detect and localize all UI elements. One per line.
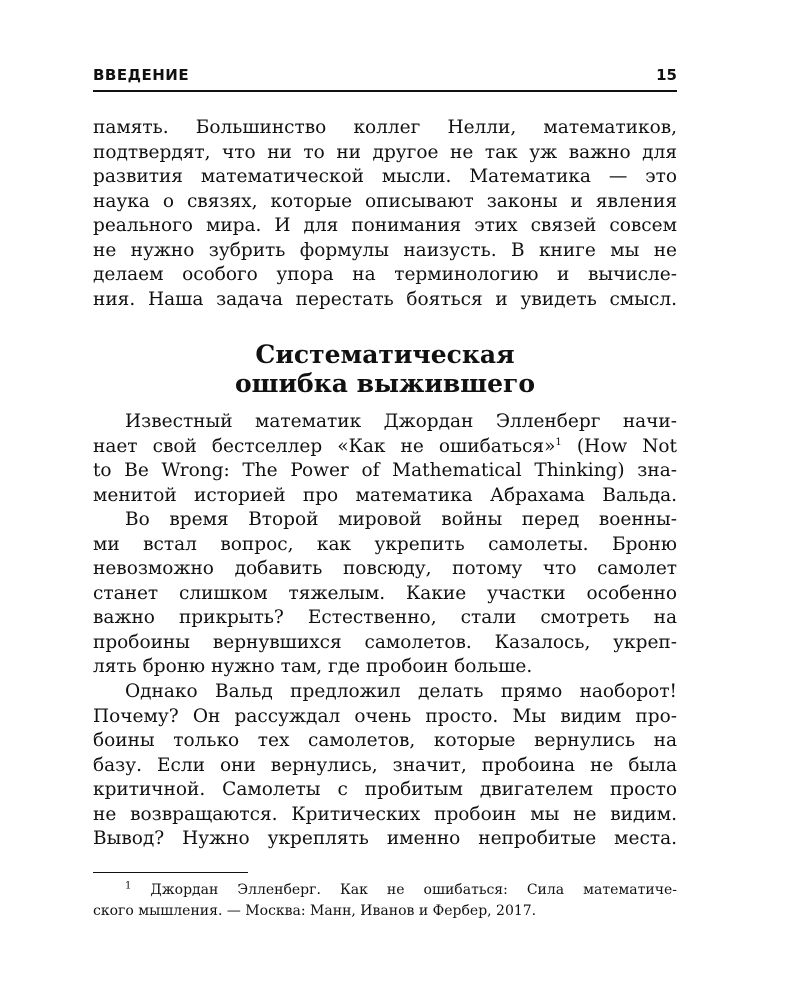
text-line: to Be Wrong: The Power of Mathematical Thinking) зна- <box>93 460 677 481</box>
text-line: делаем особого упора на терминологию и вычисле- <box>93 264 677 285</box>
footnote-line <box>93 880 677 901</box>
text-line: станет слишком тяжелым. Какие участки особенно <box>93 582 677 604</box>
text-line: базу. Если они вернулись, значит, пробоина не была <box>93 754 677 776</box>
footnote-marker: 1 <box>125 880 132 892</box>
text-line: Однако Вальд предложил делать прямо наоборот! <box>125 681 677 702</box>
text-line: Известный математик Джордан Элленберг начи- <box>125 411 677 432</box>
text-line: Вывод? Нужно укреплять именно непробитые места. <box>93 828 677 849</box>
text-line: важно прикрыть? Естественно, стали смотреть на <box>93 607 677 628</box>
page-number: 15 <box>656 66 677 84</box>
footnote-reference: 1 <box>555 436 562 448</box>
text-line: память. Большинство коллег Нелли, математиков, <box>93 117 677 138</box>
section-heading-line: Систематическая <box>255 340 515 369</box>
footnote-line: ского мышления. — Москва: Манн, Иванов и Фербер, 2017. <box>93 903 537 919</box>
text-line: не нужно зубрить формулы наизусть. В книге мы не <box>93 239 677 261</box>
text-line: лять броню нужно там, где пробоин больше. <box>93 656 533 677</box>
section-heading-line: ошибка выжившего <box>234 369 536 398</box>
paragraph-3 <box>93 508 677 680</box>
text-line: невозможно добавить повсюду, потому что самолет <box>93 558 677 579</box>
text-line <box>93 435 677 460</box>
footnote-divider <box>93 872 248 873</box>
text-line: не возвращаются. Критических пробоин мы не видим. <box>93 803 677 825</box>
text-line: Во время Второй мировой войны перед военны- <box>125 509 677 530</box>
text-line: развития математической мысли. Математика — это <box>93 166 677 187</box>
text-line: пробоины вернувшихся самолетов. Казалось, укреп- <box>93 631 677 653</box>
text-line: реального мира. И для понимания этих связей совсем <box>93 215 677 236</box>
text-line: ния. Наша задача перестать бояться и увидеть смысл. <box>93 288 677 310</box>
text-line: подтвердят, что ни то ни другое не так уж важно для <box>93 141 677 163</box>
text-line: боины только тех самолетов, которые вернулись на <box>93 730 677 751</box>
text-line: Почему? Он рассуждал очень просто. Мы видим про- <box>93 705 677 727</box>
paragraph-1 <box>93 116 677 312</box>
text-line: критичной. Самолеты с пробитым двигателем просто <box>93 779 677 800</box>
text-line: ми встал вопрос, как укрепить самолеты. Броню <box>93 533 677 555</box>
running-head <box>93 66 677 92</box>
text-line: менитой историей про математика Абрахама Вальда. <box>93 484 677 506</box>
chapter-title: ВВЕДЕНИЕ <box>93 66 190 84</box>
text-line: наука о связях, которые описывают законы и явления <box>93 190 677 212</box>
paragraph-2 <box>93 410 677 508</box>
paragraph-4 <box>93 680 677 852</box>
text-fragment: Джордан Элленберг. Как не ошибаться: Сила математиче- <box>131 882 677 898</box>
section-heading <box>93 340 677 398</box>
footnote <box>93 880 677 922</box>
text-fragment: нает свой бестселлер «Как не ошибаться» <box>93 435 556 457</box>
text-fragment: (How Not <box>561 435 677 457</box>
